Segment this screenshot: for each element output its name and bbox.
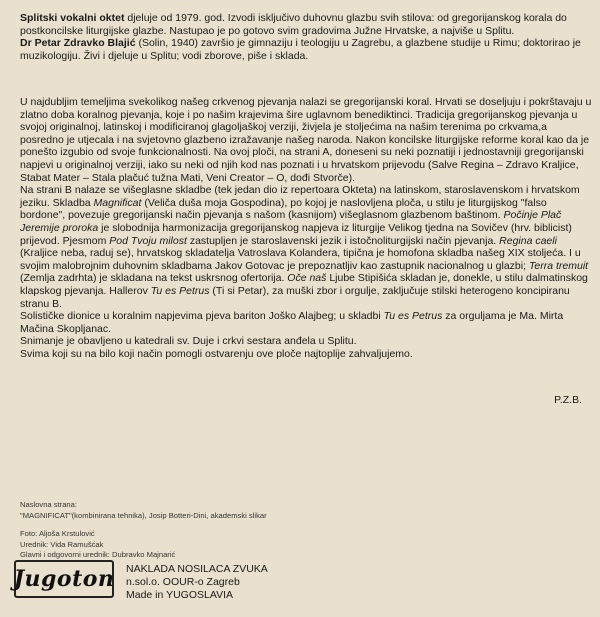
jugoton-logo	[14, 560, 114, 598]
text-run: Solističke dionice u koralnim napjevima pjeva bariton Joško Alajbeg; u skladbi	[20, 310, 384, 323]
title-magnificat: Magnificat	[93, 196, 142, 209]
text-run: zastupljen je staroslavenski jezik i istočnoliturgijski način pjevanja.	[186, 234, 500, 247]
conductor-description: (Solin, 1940) završio je gimnaziju i teologiju u Zagrebu, a glazbene studije u Rimu; doktorirao je muzikologiju. Živi i djeluje u Splitu; vodi zborove, piše i sklada.	[20, 37, 581, 62]
text-run: (Kraljice neba, raduj se), hrvatskog skladatelja Vatroslava Kolandera, tipična je homofona skladba našeg XIX stoljeća. I u svojim malobrojnim duhovnim skladbama Jakov Gotovac je prepoznatljiv kao zastupnik nacionalnog u glazbi;	[20, 247, 581, 272]
publisher-info	[126, 563, 268, 602]
intro-section	[20, 12, 592, 62]
photo-credit: Foto: Aljoša Krstulović	[20, 529, 95, 538]
cover-text: "MAGNIFICAT"(kombinirana tehnika), Josip Botteri-Dini, akademski slikar	[20, 510, 267, 520]
text-run: (Zemlja zadrhta) je skladana na tekst uskrsnog ofertorija.	[20, 272, 288, 285]
title-pod-tvoju-milost: Pod Tvoju milost	[109, 234, 187, 247]
title-pocinje: Počinje Plač Jeremije proroka	[20, 209, 562, 234]
cover-label: Naslovna strana:	[20, 500, 77, 509]
title-tu-es-petrus: Tu es Petrus	[150, 284, 210, 297]
intro-paragraph-oktet	[20, 12, 592, 37]
text-run: za orguljama je Ma. Mirta Mačina Skopljanac.	[20, 310, 564, 335]
text-run: (Ti si Petar), za muški zbor i orgulje, zaključuje stilski heterogeno koncipiranu stranu B.	[20, 284, 570, 310]
conductor-name: Dr Petar Zdravko Blajić	[20, 37, 136, 50]
paragraph-thanks: Svima koji su na bilo koji način pomogli ostvarenju ove ploče najtoplije zahvaljujemo.	[20, 347, 413, 360]
publisher-line-1: NAKLADA NOSILACA ZVUKA	[126, 563, 268, 575]
title-terra-tremuit: Terra tremuit	[528, 259, 589, 272]
publisher-line-3: Made in YUGOSLAVIA	[126, 589, 233, 601]
text-run: Ljube Stipišića skladan je, donekle, u stilu dalmatinskog klapskog pjevanja. Hallerov	[20, 272, 588, 297]
staff-credits	[20, 529, 175, 561]
paragraph-side-b	[20, 184, 592, 310]
logo-text: Jugoton	[13, 566, 115, 592]
publisher-line-2: n.sol.o. OOUR-o Zagreb	[126, 576, 240, 588]
chief-editor-credit: Glavni i odgovorni urednik: Dubravko Majnarić	[20, 550, 176, 559]
main-text-section	[20, 96, 592, 360]
cover-credit	[20, 500, 267, 521]
oktet-description: djeluje od 1979. god. Izvodi isključivo duhovnu glazbu svih stilova: od gregorijanskog korala do postkoncilske liturgijske glazbe. Nastupao je po gotovo svim gradovima Južne Hrvatske, a najviše u Splitu.	[20, 12, 567, 37]
text-run: Na strani B nalaze se višeglasne skladbe (tek jedan dio iz repertoara Okteta) na latinskom, staroslavenskom i hrvatskom jeziku. Skladba	[20, 184, 580, 209]
title-oce-nas: Oče naš	[287, 272, 327, 285]
paragraph-side-a: U najdubljim temeljima svekolikog našeg crkvenog pjevanja nalazi se gregorijanski koral. Hrvati se doseljuju i pokrštavaju u zlatno doba koralnog pjevanja, koje i po našim krajevima šire uglavnom benediktinci. Tradicija gregorijanskog pjevanja u svojoj originalnoj, latinskoj i modificiranoj glagoljaškoj verziji, živjela je stoljećima na našim terenima po crkvama,a posredno je utjecala i na svjetovno glazbeno izražavanje našeg naroda. Nakon koncilske liturgijske reforme koral kao da je ponešto izgubio od svoje funkcionalnosti. Na ovoj ploči, na strani A, doneseni su neki poznatiji i jednostavniji gregorijanski napjevi u originalnoj verziji, iako su neki od njih kod nas poznati i u hrvatskom prijevodu (Salve Regina – Zdravo Kraljice, Stabat Mater – Stala plačuć tužna Mati, Veni Creator – O, dođi Stvorče).	[20, 96, 592, 184]
intro-paragraph-conductor	[20, 37, 592, 62]
text-run: je slobodnija harmonizacija gregorijanskog napjeva iz liturgije Velikog tjedna na Sovičev (hrv. biblicist) prijevod. Pjesmom	[20, 221, 572, 247]
signature: P.Z.B.	[554, 394, 582, 406]
title-tu-es-petrus-2: Tu es Petrus	[383, 310, 443, 323]
title-regina-caeli: Regina caeli	[499, 234, 557, 247]
oktet-name: Splitski vokalni oktet	[20, 12, 125, 24]
paragraph-recording: Snimanje je obavljeno u katedrali sv. Duje i crkvi sestara anđela u Splitu.	[20, 335, 357, 348]
editor-credit: Urednik: Vida Ramušćak	[20, 539, 104, 549]
paragraph-soloists	[20, 310, 592, 335]
text-run: (Veliča duša moja Gospodina), po kojoj je naslovljena ploča, u stilu je liturgijskog "falso bordone", povezuje gregorijanski način pjevanja s našom (kasnijom) višeglasnom glazbenom baštinom.	[20, 196, 547, 222]
